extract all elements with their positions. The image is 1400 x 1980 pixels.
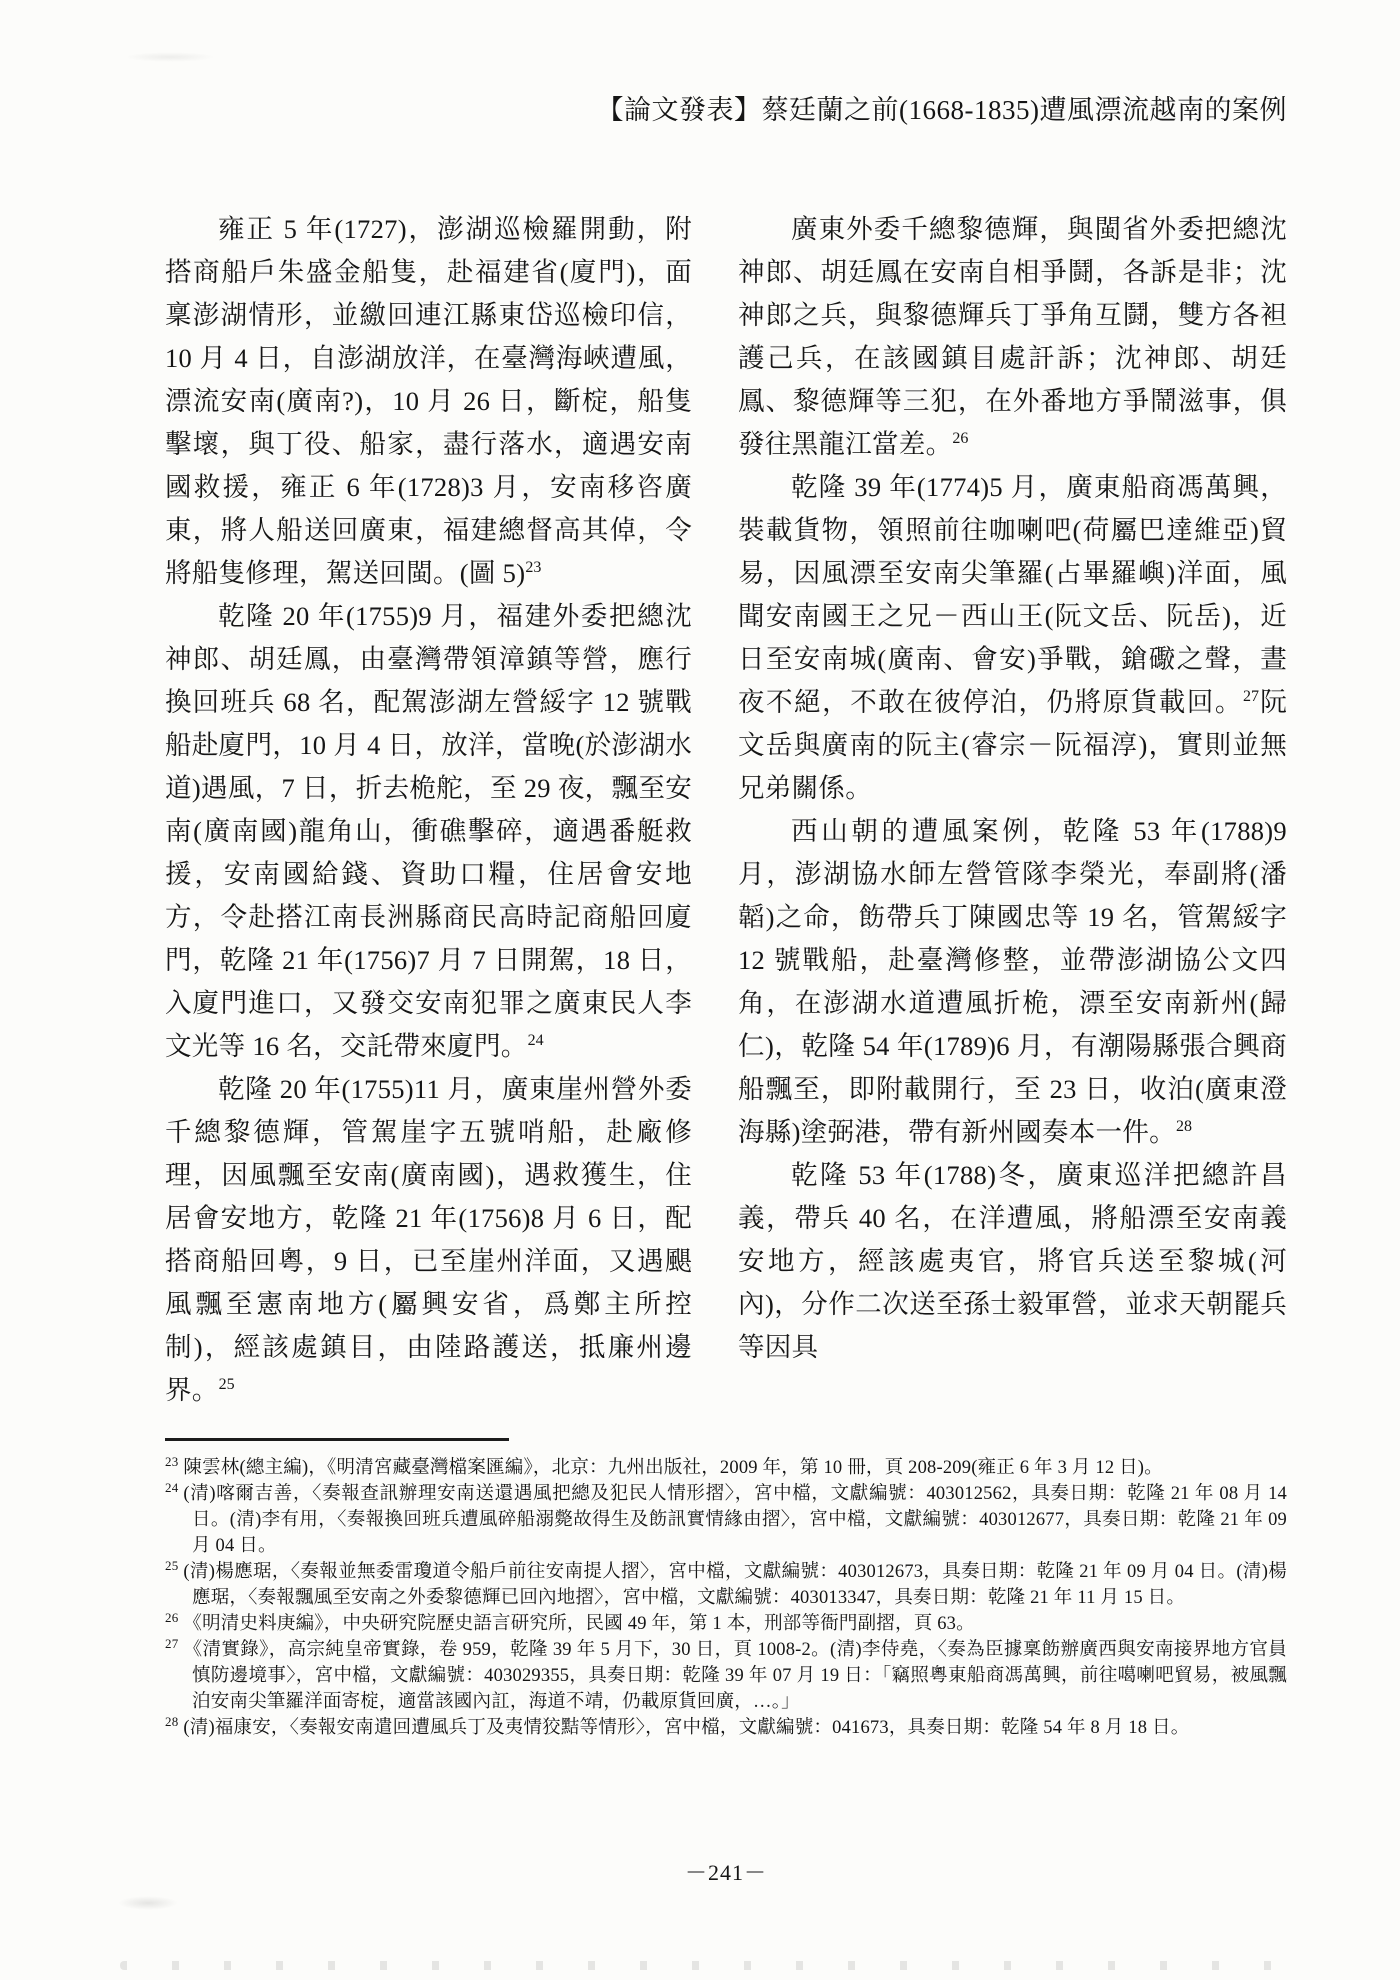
footnote-text: 《明清史料庚編》，中央研究院歷史語言研究所，民國 49 年，第 1 本，刑部等衙門副摺，頁 63。 <box>183 1614 975 1634</box>
footnote-text: (清)楊應琚，〈奏報並無委雷瓊道令船戶前往安南提人摺〉，宮中檔，文獻編號：403012673，具奏日期：乾隆 21 年 09 月 04 日。(清)楊應琚，〈奏報飄風至安南之外委黎德輝已回內地摺〉，宮中檔，文獻編號：403013347，具奏日期：乾隆 21 年 11 月 15 日。 <box>183 1562 1287 1608</box>
text-run: 乾隆 20 年(1755)11 月，廣東崖州營外委千總黎德輝，管駕崖字五號哨船，赴廠修理，因風飄至安南(廣南國)，遇救獲生，住居會安地方，乾隆 21 年(1756)8 月 6 日，配搭商船回粵，9 日，已至崖州洋面，又遇颶風飄至憲南地方(屬興安省，爲鄭主所控制)，經該處鎮目，由陸路護送，抵廉州邊界。 <box>165 1074 692 1405</box>
footnote-separator-rule <box>165 1438 509 1441</box>
paragraph <box>165 595 692 1068</box>
footnote-item <box>165 1455 1287 1481</box>
paragraph <box>165 1068 692 1412</box>
running-header <box>165 88 1287 127</box>
text-run: 廣東外委千總黎德輝，與閩省外委把總沈神郎、胡廷鳳在安南自相爭鬪，各訴是非；沈神郎之兵，與黎德輝兵丁爭角互鬪，雙方各袒護己兵，在該國鎮目處訐訴；沈神郎、胡廷鳳、黎德輝等三犯，在外番地方爭鬧滋事，俱發往黑龍江當差。 <box>738 214 1287 459</box>
footnote-number: 23 <box>165 1453 179 1469</box>
right-column <box>738 208 1287 1412</box>
text-run: 雍正 5 年(1727)，澎湖巡檢羅開動，附搭商船戶朱盛金船隻，赴福建省(廈門)，面稟澎湖情形，並繳回連江縣東岱巡檢印信，10 月 4 日，自澎湖放洋，在臺灣海峽遭風，漂流安南(廣南?)，10 月 26 日，斷椗，船隻擊壞，與丁役、船家，盡行落水，適遇安南國救援，雍正 6 年(1728)3 月，安南移咨廣東，將人船送回廣東，福建總督高其倬，令將船隻修理，駕送回閩。(圖 5) <box>165 214 692 588</box>
footnote-number: 24 <box>165 1479 179 1495</box>
footnote-ref: 25 <box>218 1376 235 1394</box>
body-content <box>165 208 1287 1412</box>
text-run: 阮文岳與廣南的阮主(睿宗－阮福淳)，實則並無兄弟關係。 <box>738 687 1287 803</box>
footnote-text: (清)喀爾吉善，〈奏報查訊辦理安南送還遇風把總及犯民人情形摺〉，宮中檔，文獻編號：403012562，具奏日期：乾隆 21 年 08 月 14 日。(清)李有用，〈奏報換回班兵遭風碎船溺斃故得生及飭訊實情緣由摺〉，宮中檔，文獻編號：403012677，具奏日期：乾隆 21 年 09 月 04 日。 <box>183 1484 1287 1556</box>
text-run: 乾隆 20 年(1755)9 月，福建外委把總沈神郎、胡廷鳳，由臺灣帶領漳鎮等營，應行換回班兵 68 名，配駕澎湖左營綏字 12 號戰船赴廈門，10 月 4 日，放洋，當晚(於澎湖水道)遇風，7 日，折去桅舵，至 29 夜，飄至安南(廣南國)龍角山，衝礁擊碎，適遇番艇救援，安南國給錢、資助口糧，住居會安地方，令赴搭江南長洲縣商民高時記商船回廈門，乾隆 21 年(1756)7 月 7 日開駕，18 日，入廈門進口，又發交安南犯罪之廣東民人李文光等 16 名，交託帶來廈門。 <box>165 601 692 1061</box>
footnote-ref: 27 <box>1242 688 1259 706</box>
page-number: －241－ <box>684 1860 767 1885</box>
paragraph <box>738 810 1287 1154</box>
footnote-ref: 28 <box>1175 1118 1192 1136</box>
footnote-item <box>165 1637 1287 1715</box>
footnotes-section <box>165 1438 1287 1741</box>
left-column <box>165 208 692 1412</box>
footnote-text: 《清實錄》，高宗純皇帝實錄，卷 959，乾隆 39 年 5 月下，30 日，頁 1008-2。(清)李侍堯，〈奏為臣據稟飭辦廣西與安南接界地方官員慎防邊境事〉，宮中檔，文獻編號：403029355，具奏日期：乾隆 39 年 07 月 19 日：「竊照粵東船商馮萬興，前往噶喇吧貿易，被風飄泊安南尖筆羅洋面寄椗，適當該國內訌，海道不靖，仍載原貨回廣，…。」 <box>183 1640 1287 1712</box>
paragraph <box>738 466 1287 810</box>
footnote-text: (清)福康安，〈奏報安南遣回遭風兵丁及夷情狡黠等情形〉，宮中檔，文獻編號：041673，具奏日期：乾隆 54 年 8 月 18 日。 <box>183 1718 1190 1738</box>
paragraph <box>738 208 1287 466</box>
running-header-title: 【論文發表】蔡廷蘭之前(1668-1835)遭風漂流越南的案例 <box>596 95 1287 125</box>
footnote-item <box>165 1715 1287 1741</box>
footnote-item <box>165 1481 1287 1559</box>
footnote-number: 26 <box>165 1609 179 1625</box>
footnote-ref: 26 <box>952 430 969 448</box>
text-run: 西山朝的遭風案例，乾隆 53 年(1788)9 月，澎湖協水師左營管隊李榮光，奉副將(潘韜)之命，飭帶兵丁陳國忠等 19 名，管駕綏字 12 號戰船，赴臺灣修整，並帶澎湖協公文四角，在澎湖水道遭風折桅，漂至安南新州(歸仁)，乾隆 54 年(1789)6 月，有潮陽縣張合興商船飄至，即附載開行，至 23 日，收泊(廣東澄海縣)塗弼港，帶有新州國奏本一件。 <box>738 816 1287 1147</box>
paragraph <box>165 208 692 595</box>
scan-artifact <box>125 52 215 62</box>
paragraph <box>738 1154 1287 1369</box>
footnote-ref: 23 <box>525 559 542 577</box>
footnote-text: 陳雲林(總主編)，《明清宮藏臺灣檔案匯編》，北京：九州出版社，2009 年，第 10 冊，頁 208-209(雍正 6 年 3 月 12 日)。 <box>183 1458 1163 1478</box>
footnote-ref: 24 <box>527 1032 544 1050</box>
text-run: 乾隆 39 年(1774)5 月，廣東船商馮萬興，裝載貨物，領照前往咖喇吧(荷屬巴達維亞)貿易，因風漂至安南尖筆羅(占畢羅嶼)洋面，風聞安南國王之兄－西山王(阮文岳、阮岳)，近日至安南城(廣南、會安)爭戰，鎗礮之聲，晝夜不絕，不敢在彼停泊，仍將原貨載回。 <box>738 472 1287 717</box>
footnote-number: 25 <box>165 1557 179 1573</box>
footnote-list <box>165 1455 1287 1741</box>
footnote-number: 28 <box>165 1713 179 1729</box>
footnote-item <box>165 1559 1287 1611</box>
footnote-number: 27 <box>165 1635 179 1651</box>
scan-artifact <box>120 1961 1280 1970</box>
footnote-item <box>165 1611 1287 1637</box>
scan-artifact <box>118 1896 178 1910</box>
text-run: 乾隆 53 年(1788)冬，廣東巡洋把總許昌義，帶兵 40 名，在洋遭風，將船漂至安南義安地方，經該處夷官，將官兵送至黎城(河內)，分作二次送至孫士毅軍營，並求天朝罷兵等因具 <box>738 1160 1287 1362</box>
